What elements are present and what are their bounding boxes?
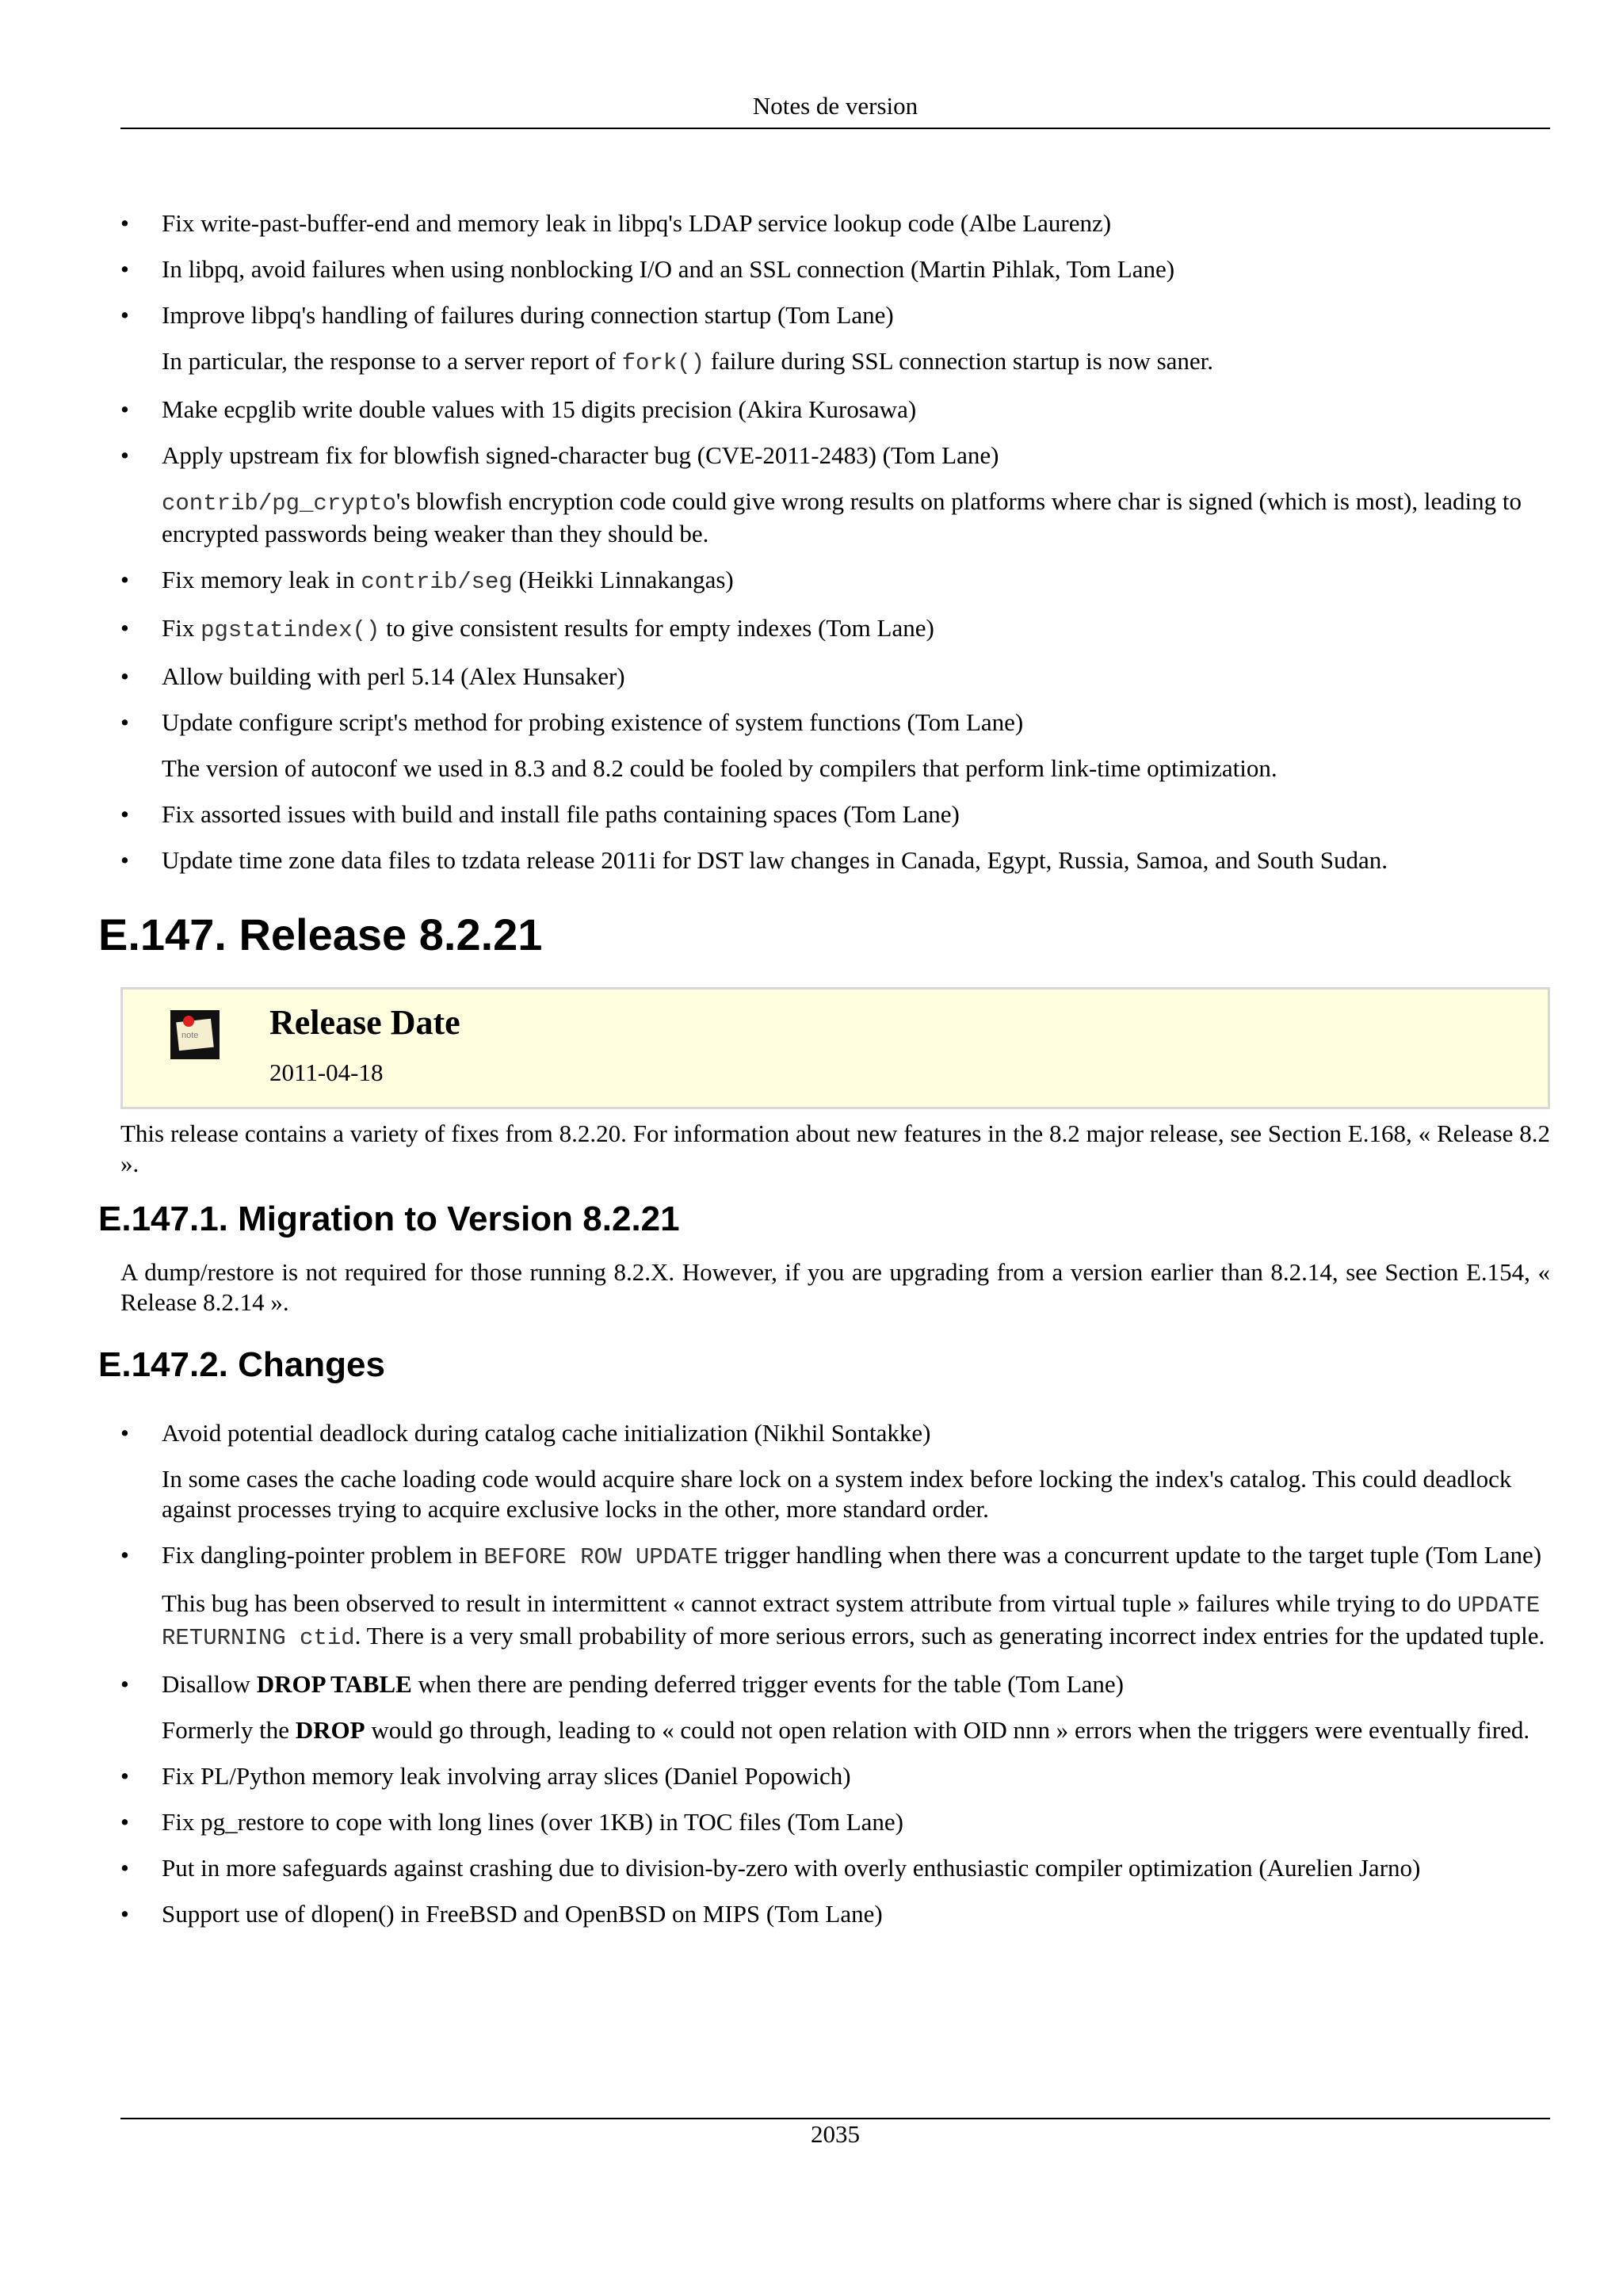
bullet: •: [120, 301, 129, 329]
release-intro: This release contains a variety of fixes from 8.2.20. For information about new features in the 8.2 major release, see Section E.168, « Release 8.2 ».: [120, 1119, 1550, 1177]
bullet: •: [120, 1670, 129, 1698]
running-header: Notes de version: [752, 92, 918, 120]
list-item: • Update time zone data files to tzdata release 2011i for DST law changes in Canada, Egypt, Russia, Samoa, and South Sudan.: [120, 846, 1388, 874]
list-item: • Make ecpglib write double values with 15 digits precision (Akira Kurosawa): [120, 395, 917, 423]
footer-rule: [120, 2118, 1550, 2119]
bullet: •: [120, 209, 129, 237]
changes-title: E.147.2. Changes: [98, 1345, 385, 1384]
bullet: •: [120, 1900, 129, 1928]
code-literal: UPDATE RETURNING ctid: [162, 1592, 1541, 1651]
bullet: •: [120, 1762, 129, 1790]
bullet: •: [120, 846, 129, 874]
list-item: • Fix write-past-buffer-end and memory leak in libpq's LDAP service lookup code (Albe Laurenz): [120, 209, 1112, 237]
migration-title: E.147.1. Migration to Version 8.2.21: [98, 1199, 680, 1238]
code-literal: contrib/seg: [361, 569, 513, 595]
list-item: • Fix memory leak in contrib/seg (Heikki Linnakangas): [120, 566, 734, 595]
list-item: • Fix dangling-pointer problem in BEFORE ROW UPDATE trigger handling when there was a concurrent update to the target tuple (Tom Lane) This bug has been observed to result in intermittent « cannot extract system attribute from virtual tuple » failures while trying to do UPDATE RETURNING ctid. There is a very small probability of more serious errors, such as generating incorrect index entries for the updated tuple.: [120, 1540, 1550, 1653]
bullet: •: [120, 441, 129, 469]
bullet: •: [120, 566, 129, 593]
bullet: •: [120, 800, 129, 828]
page-number: 2035: [811, 2120, 860, 2148]
bullet: •: [120, 708, 129, 736]
note-icon: note: [170, 1010, 220, 1059]
bullet: •: [120, 1541, 129, 1569]
list-item: • Fix pg_restore to cope with long lines (over 1KB) in TOC files (Tom Lane): [120, 1808, 903, 1836]
bullet: •: [120, 1419, 129, 1447]
list-item: • Put in more safeguards against crashing due to division-by-zero with overly enthusiastic compiler optimization (Aurelien Jarno): [120, 1854, 1421, 1882]
list-item: • Fix assorted issues with build and install file paths containing spaces (Tom Lane): [120, 800, 960, 828]
command-name: DROP TABLE: [256, 1670, 412, 1698]
bullet: •: [120, 395, 129, 423]
release-date: 2011-04-18: [269, 1058, 384, 1086]
code-literal: BEFORE ROW UPDATE: [483, 1544, 719, 1570]
list-item-detail: The version of autoconf we used in 8.3 and 8.2 could be fooled by compilers that perform link-time optimization.: [162, 754, 1277, 782]
list-item-detail: contrib/pg_crypto's blowfish encryption code could give wrong results on platforms where char is signed (which is most), leading to encrypted passwords being weaker than they should be.: [162, 487, 1522, 547]
bullet: •: [120, 614, 129, 642]
fix-list-continued: [120, 208, 1550, 891]
list-item: • Avoid potential deadlock during catalog cache initialization (Nikhil Sontakke) In some cases the cache loading code would acquire share lock on a system index before locking the index's catalog. This could deadlock against processes trying to acquire exclusive locks in the other, more standard order.: [120, 1418, 1550, 1524]
code-literal: pgstatindex(): [200, 617, 380, 643]
list-item: • Fix PL/Python memory leak involving array slices (Daniel Popowich): [120, 1762, 851, 1790]
command-name: DROP: [295, 1716, 365, 1744]
list-item: • Update configure script's method for probing existence of system functions (Tom Lane) The version of autoconf we used in 8.3 and 8.2 could be fooled by compilers that perform link-time optimization.: [120, 707, 1550, 784]
list-item-detail: This bug has been observed to result in intermittent « cannot extract system attribute from virtual tuple » failures while trying to do UPDATE RETURNING ctid. There is a very small probability of more serious errors, such as generating incorrect index entries for the updated tuple.: [162, 1589, 1545, 1651]
list-item: • Allow building with perl 5.14 (Alex Hunsaker): [120, 662, 625, 690]
list-item: • In libpq, avoid failures when using nonblocking I/O and an SSL connection (Martin Pihlak, Tom Lane): [120, 255, 1175, 283]
release-date-note: [120, 987, 1550, 1109]
list-item-detail: In particular, the response to a server report of fork() failure during SSL connection startup is now saner.: [162, 347, 1214, 376]
header-rule: [120, 128, 1550, 129]
list-item: • Support use of dlopen() in FreeBSD and OpenBSD on MIPS (Tom Lane): [120, 1900, 883, 1928]
section-title: E.147. Release 8.2.21: [98, 910, 543, 959]
note-title: Release Date: [269, 1003, 460, 1042]
changes-list: [120, 1418, 1550, 1945]
migration-text: A dump/restore is not required for those running 8.2.X. However, if you are upgrading from a version earlier than 8.2.14, see Section E.154, « Release 8.2.14 ».: [120, 1258, 1550, 1316]
list-item-detail: Formerly the DROP would go through, leading to « could not open relation with OID nnn » errors when the triggers were eventually fired.: [162, 1716, 1530, 1744]
list-item: • Apply upstream fix for blowfish signed-character bug (CVE-2011-2483) (Tom Lane) contrib/pg_crypto's blowfish encryption code could give wrong results on platforms where char is signed (which is most), leading to encrypted passwords being weaker than they should be.: [120, 441, 1550, 549]
bullet: •: [120, 662, 129, 690]
list-item: • Fix pgstatindex() to give consistent results for empty indexes (Tom Lane): [120, 614, 934, 643]
list-item: • Improve libpq's handling of failures during connection startup (Tom Lane) In particular, the response to a server report of fork() failure during SSL connection startup is now saner.: [120, 300, 1550, 379]
bullet: •: [120, 1854, 129, 1882]
code-literal: fork(): [621, 350, 705, 376]
bullet: •: [120, 255, 129, 283]
document-page: [98, 0, 1550, 2296]
list-item-detail: In some cases the cache loading code would acquire share lock on a system index before locking the index's catalog. This could deadlock against processes trying to acquire exclusive locks in the other, more standard order.: [162, 1465, 1512, 1523]
list-item: • Disallow DROP TABLE when there are pending deferred trigger events for the table (Tom Lane) Formerly the DROP would go through, leading to « could not open relation with OID nnn » errors when the triggers were eventually fired.: [120, 1669, 1550, 1745]
code-literal: contrib/pg_crypto: [162, 490, 396, 517]
bullet: •: [120, 1808, 129, 1836]
